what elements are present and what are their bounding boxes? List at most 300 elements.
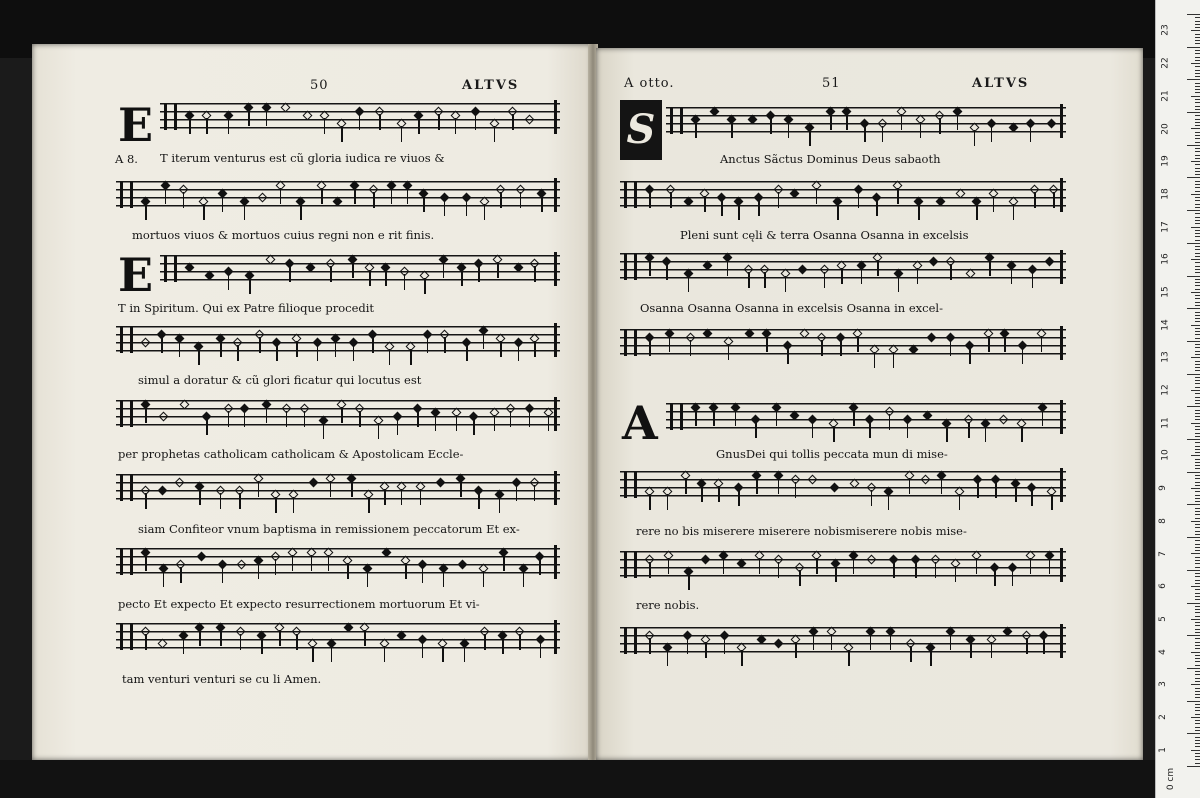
note-stem [1042, 410, 1044, 426]
note-stem [296, 341, 298, 357]
note-stem [364, 630, 366, 646]
ruler-tick [1195, 351, 1200, 352]
note-mark [790, 189, 800, 199]
note-mark [807, 475, 817, 485]
note-stem [724, 638, 726, 654]
note-stem [989, 260, 991, 276]
ruler-number: 21 [1160, 90, 1171, 102]
ruler-number: 19 [1160, 155, 1171, 167]
clef-mark [120, 475, 133, 501]
note-stem [1004, 336, 1006, 352]
note-stem [379, 114, 381, 130]
ruler-tick [1187, 570, 1200, 571]
note-stem [354, 188, 356, 204]
ruler-tick [1195, 465, 1200, 466]
note-mark [756, 635, 766, 645]
note-stem [893, 562, 895, 578]
ruler-number: 18 [1160, 188, 1171, 200]
ruler-tick [1195, 83, 1200, 84]
note-stem [222, 196, 224, 212]
note-mark [923, 411, 933, 421]
right-page-number: 51 [822, 76, 841, 91]
note-stem [795, 642, 797, 658]
bar-line [554, 397, 557, 431]
ruler-tick [1195, 491, 1200, 492]
ruler-tick [1195, 312, 1200, 313]
note-stem [1031, 490, 1033, 506]
note-stem [161, 337, 163, 353]
ruler-tick [1187, 603, 1200, 604]
note-stem [484, 204, 486, 220]
music-staff [620, 624, 1066, 658]
note-stem [1012, 570, 1014, 586]
note-stem [261, 638, 263, 654]
note-mark [302, 111, 312, 121]
note-stem [280, 188, 282, 204]
ruler-tick [1195, 344, 1200, 345]
note-stem [145, 555, 147, 571]
note-stem [870, 634, 872, 650]
ruler-tick [1195, 383, 1200, 384]
ruler-tick [1195, 50, 1200, 51]
note-stem [259, 337, 261, 353]
ruler-tick [1195, 694, 1200, 695]
ruler-tick [1195, 707, 1200, 708]
note-stem [704, 196, 706, 212]
note-mark [867, 555, 877, 565]
note-mark [185, 263, 195, 273]
ruler-tick [1195, 746, 1200, 747]
ruler-tick [1195, 671, 1200, 672]
note-mark [790, 411, 800, 421]
note-stem [237, 345, 239, 361]
note-stem [869, 422, 871, 438]
bar-line [554, 252, 557, 286]
note-stem [705, 642, 707, 658]
note-stem [407, 188, 409, 204]
note-mark [921, 475, 931, 485]
ruler-tick [1195, 37, 1200, 38]
ruler-tick [1195, 563, 1200, 564]
note-stem [248, 110, 250, 126]
music-staff [160, 252, 560, 286]
note-stem [907, 422, 909, 438]
left-running-title: ALTVS [462, 78, 520, 93]
ruler-tick [1195, 24, 1200, 25]
right-running-title: ALTVS [972, 76, 1030, 91]
bar-line [1060, 250, 1063, 284]
note-stem [957, 114, 959, 130]
note-stem [788, 122, 790, 138]
note-stem [764, 272, 766, 288]
note-stem [1043, 638, 1045, 654]
ruler-tick [1195, 125, 1200, 126]
note-stem [877, 260, 879, 276]
note-stem [352, 262, 354, 278]
ruler-number: 3 [1157, 681, 1168, 688]
note-stem [853, 558, 855, 574]
note-stem [502, 638, 504, 654]
note-stem [837, 204, 839, 220]
ruler-tick [1195, 43, 1200, 44]
ruler-tick [1187, 308, 1200, 309]
note-stem [1034, 192, 1036, 208]
ruler-tick [1195, 419, 1200, 420]
ruler-tick [1195, 334, 1200, 335]
note-mark [1008, 123, 1018, 133]
ruler-tick [1195, 285, 1200, 286]
ruler-tick [1195, 256, 1200, 257]
woodcut-initial-letter: S [626, 106, 656, 153]
clef-mark [164, 256, 177, 282]
note-stem [920, 122, 922, 138]
note-stem [741, 650, 743, 666]
note-stem [460, 481, 462, 497]
ruler-tick [1195, 397, 1200, 398]
ruler-tick [1187, 210, 1200, 211]
right-voice-note: A otto. [624, 76, 675, 91]
ruler-tick [1195, 723, 1200, 724]
note-mark [525, 115, 535, 125]
note-mark [280, 103, 290, 113]
note-mark [998, 415, 1008, 425]
ruler-tick [1195, 347, 1200, 348]
music-staff [666, 104, 1066, 138]
ruler-tick [1195, 704, 1200, 705]
note-stem [438, 114, 440, 130]
note-stem [766, 336, 768, 352]
note-stem [311, 555, 313, 571]
ruler-number: 8 [1157, 518, 1168, 524]
note-stem [275, 497, 277, 513]
ruler-tick [1195, 364, 1200, 365]
note-mark [909, 345, 919, 355]
note-stem [778, 478, 780, 494]
ruler-tick [1195, 759, 1200, 760]
note-stem [422, 642, 424, 658]
ruler-tick [1195, 122, 1200, 123]
note-stem [378, 423, 380, 439]
note-stem [331, 646, 333, 662]
ruler-number: 23 [1160, 24, 1171, 37]
ruler-tick [1195, 665, 1200, 666]
initial-letter-a: A [622, 396, 658, 450]
ruler-tick [1195, 560, 1200, 561]
note-stem [785, 276, 787, 292]
note-stem [959, 494, 961, 510]
ruler-tick [1195, 106, 1200, 107]
ruler-tick [1195, 236, 1200, 237]
note-stem [220, 630, 222, 646]
ruler-tick [1195, 550, 1200, 551]
ruler-tick [1195, 305, 1200, 306]
ruler-tick [1191, 63, 1200, 64]
ruler-tick [1195, 315, 1200, 316]
note-stem [443, 571, 445, 587]
bar-line [1060, 468, 1063, 502]
note-stem [1032, 272, 1034, 288]
note-stem [145, 204, 147, 220]
note-stem [976, 558, 978, 574]
ruler-tick [1195, 367, 1200, 368]
note-stem [748, 272, 750, 288]
note-stem [520, 192, 522, 208]
note-stem [890, 634, 892, 650]
ruler-tick [1195, 416, 1200, 417]
note-stem [330, 481, 332, 497]
ruler-tick [1195, 410, 1200, 411]
ruler-tick [1195, 387, 1200, 388]
note-stem [858, 192, 860, 208]
ruler-tick [1195, 266, 1200, 267]
note-stem [778, 192, 780, 208]
ruler-tick [1195, 557, 1200, 558]
ruler-tick [1187, 341, 1200, 342]
note-stem [901, 114, 903, 130]
ruler-tick [1195, 468, 1200, 469]
note-stem [778, 562, 780, 578]
note-stem [240, 634, 242, 650]
note-stem [405, 563, 407, 579]
note-mark [747, 115, 757, 125]
clef-mark [624, 330, 637, 356]
ruler-number: 4 [1157, 648, 1168, 655]
note-stem [418, 118, 420, 134]
ruler-tick [1195, 547, 1200, 548]
note-stem [328, 555, 330, 571]
ruler-tick [1195, 413, 1200, 414]
ruler-tick [1195, 99, 1200, 100]
note-stem [401, 126, 403, 142]
note-stem [324, 118, 326, 134]
note-stem [321, 188, 323, 204]
ruler-tick [1187, 668, 1200, 669]
ruler-tick [1195, 184, 1200, 185]
note-stem [930, 650, 932, 666]
note-stem [304, 411, 306, 427]
clef-mark [120, 624, 133, 650]
ruler-tick [1195, 616, 1200, 617]
bar-line [1060, 326, 1063, 360]
ruler-tick [1187, 733, 1200, 734]
ruler-tick [1195, 148, 1200, 149]
ruler-tick [1195, 70, 1200, 71]
note-mark [258, 193, 268, 203]
music-staff [620, 178, 1066, 212]
bar-line [1060, 624, 1063, 658]
ruler-tick [1195, 638, 1200, 639]
ruler-number: 16 [1160, 253, 1171, 266]
note-mark [458, 560, 468, 570]
ruler-tick [1187, 374, 1200, 375]
note-stem [776, 410, 778, 426]
note-stem [1030, 126, 1032, 142]
note-stem [721, 200, 723, 216]
ruler-tick [1195, 583, 1200, 584]
note-stem [180, 567, 182, 583]
note-stem [165, 188, 167, 204]
ruler-tick [1195, 181, 1200, 182]
note-stem [976, 204, 978, 220]
ruler-tick [1195, 452, 1200, 453]
note-stem [988, 336, 990, 352]
note-stem [970, 642, 972, 658]
ruler-tick [1195, 158, 1200, 159]
ruler-tick [1187, 243, 1200, 244]
note-stem [179, 341, 181, 357]
note-mark [1046, 119, 1056, 129]
note-stem [228, 411, 230, 427]
note-stem [864, 126, 866, 142]
note-stem [206, 118, 208, 134]
note-stem [1022, 348, 1024, 364]
note-mark [703, 261, 713, 271]
note-mark [197, 552, 207, 562]
note-stem [690, 340, 692, 356]
ruler-number: 12 [1160, 384, 1171, 396]
note-stem [1015, 486, 1017, 502]
note-stem [500, 341, 502, 357]
note-stem [1011, 268, 1013, 284]
note-stem [893, 352, 895, 368]
note-stem [649, 340, 651, 356]
note-mark [684, 197, 694, 207]
lyric-line: Anctus Sãctus Dominus Deus sabaoth [720, 152, 941, 166]
lyric-line: mortuos viuos & mortuos cuius regni non e rit finis. [132, 228, 435, 242]
ruler-tick [1195, 403, 1200, 404]
note-stem [649, 494, 651, 510]
ruler-tick [1191, 161, 1200, 162]
note-stem [456, 415, 458, 431]
ruler-tick [1195, 446, 1200, 447]
note-stem [874, 352, 876, 368]
note-stem [276, 345, 278, 361]
note-mark [829, 483, 839, 493]
ruler-tick [1195, 501, 1200, 502]
note-stem [799, 570, 801, 586]
note-stem [993, 196, 995, 212]
note-stem [183, 638, 185, 654]
note-mark [849, 479, 859, 489]
ruler-tick [1191, 357, 1200, 358]
note-stem [950, 264, 952, 280]
ruler-tick [1195, 524, 1200, 525]
note-stem [738, 490, 740, 506]
bar-line [554, 100, 557, 134]
note-stem [289, 266, 291, 282]
ruler-number: 2 [1157, 714, 1168, 720]
note-stem [312, 646, 314, 662]
note-stem [516, 485, 518, 501]
note-stem [1030, 558, 1032, 574]
ruler-tick [1195, 171, 1200, 172]
note-stem [512, 114, 514, 130]
note-mark [397, 631, 407, 641]
ruler-tick [1195, 361, 1200, 362]
note-stem [833, 426, 835, 442]
ruler-tick [1195, 151, 1200, 152]
bar-line [1060, 548, 1063, 582]
ruler-tick [1195, 262, 1200, 263]
note-stem [816, 558, 818, 574]
clef-mark [624, 182, 637, 208]
note-stem [723, 558, 725, 574]
note-stem [977, 482, 979, 498]
ruler-tick [1195, 27, 1200, 28]
clef-mark [670, 108, 683, 134]
ruler-tick [1195, 730, 1200, 731]
note-stem [888, 494, 890, 510]
ruler-number: 7 [1157, 550, 1168, 557]
clef-mark [164, 104, 177, 130]
ruler-number: 6 [1157, 583, 1168, 590]
ruler-tick [1195, 697, 1200, 698]
note-stem [910, 646, 912, 662]
note-stem [275, 559, 277, 575]
ruler-tick [1191, 684, 1200, 685]
ruler-tick [1195, 495, 1200, 496]
ruler-tick [1195, 678, 1200, 679]
ruler-tick [1191, 128, 1200, 129]
note-mark [703, 329, 713, 339]
ruler-tick [1195, 426, 1200, 427]
note-stem [494, 126, 496, 142]
ruler-tick [1195, 200, 1200, 201]
note-stem [882, 126, 884, 142]
ruler-tick [1195, 240, 1200, 241]
ruler-tick [1191, 96, 1200, 97]
note-stem [539, 559, 541, 575]
ruler-tick [1195, 187, 1200, 188]
music-staff [666, 400, 1066, 434]
ruler-tick [1195, 331, 1200, 332]
ruler-tick [1187, 537, 1200, 538]
ruler-tick [1195, 370, 1200, 371]
note-stem [475, 114, 477, 130]
ruler-tick [1187, 439, 1200, 440]
ruler-tick [1195, 135, 1200, 136]
music-staff [620, 468, 1066, 502]
note-stem [669, 336, 671, 352]
note-stem [917, 268, 919, 284]
note-stem [649, 260, 651, 276]
ruler-tick [1187, 145, 1200, 146]
note-stem [918, 204, 920, 220]
note-stem [199, 630, 201, 646]
note-stem [1013, 204, 1015, 220]
note-stem [889, 414, 891, 430]
ruler-tick [1195, 60, 1200, 61]
note-stem [756, 478, 758, 494]
lyric-line: tam venturi venturi se cu li Amen. [122, 672, 322, 686]
note-stem [1051, 494, 1053, 510]
ruler-tick [1187, 14, 1200, 15]
note-stem [995, 482, 997, 498]
note-stem [369, 270, 371, 286]
note-stem [534, 266, 536, 282]
note-stem [385, 270, 387, 286]
ruler-tick [1187, 766, 1200, 767]
note-stem [950, 340, 952, 356]
ruler-tick [1195, 86, 1200, 87]
ruler-tick [1187, 112, 1200, 113]
ruler-tick [1191, 227, 1200, 228]
note-stem [738, 204, 740, 220]
bar-line [554, 471, 557, 505]
ruler-tick [1195, 164, 1200, 165]
note-stem [667, 650, 669, 666]
note-stem [286, 411, 288, 427]
